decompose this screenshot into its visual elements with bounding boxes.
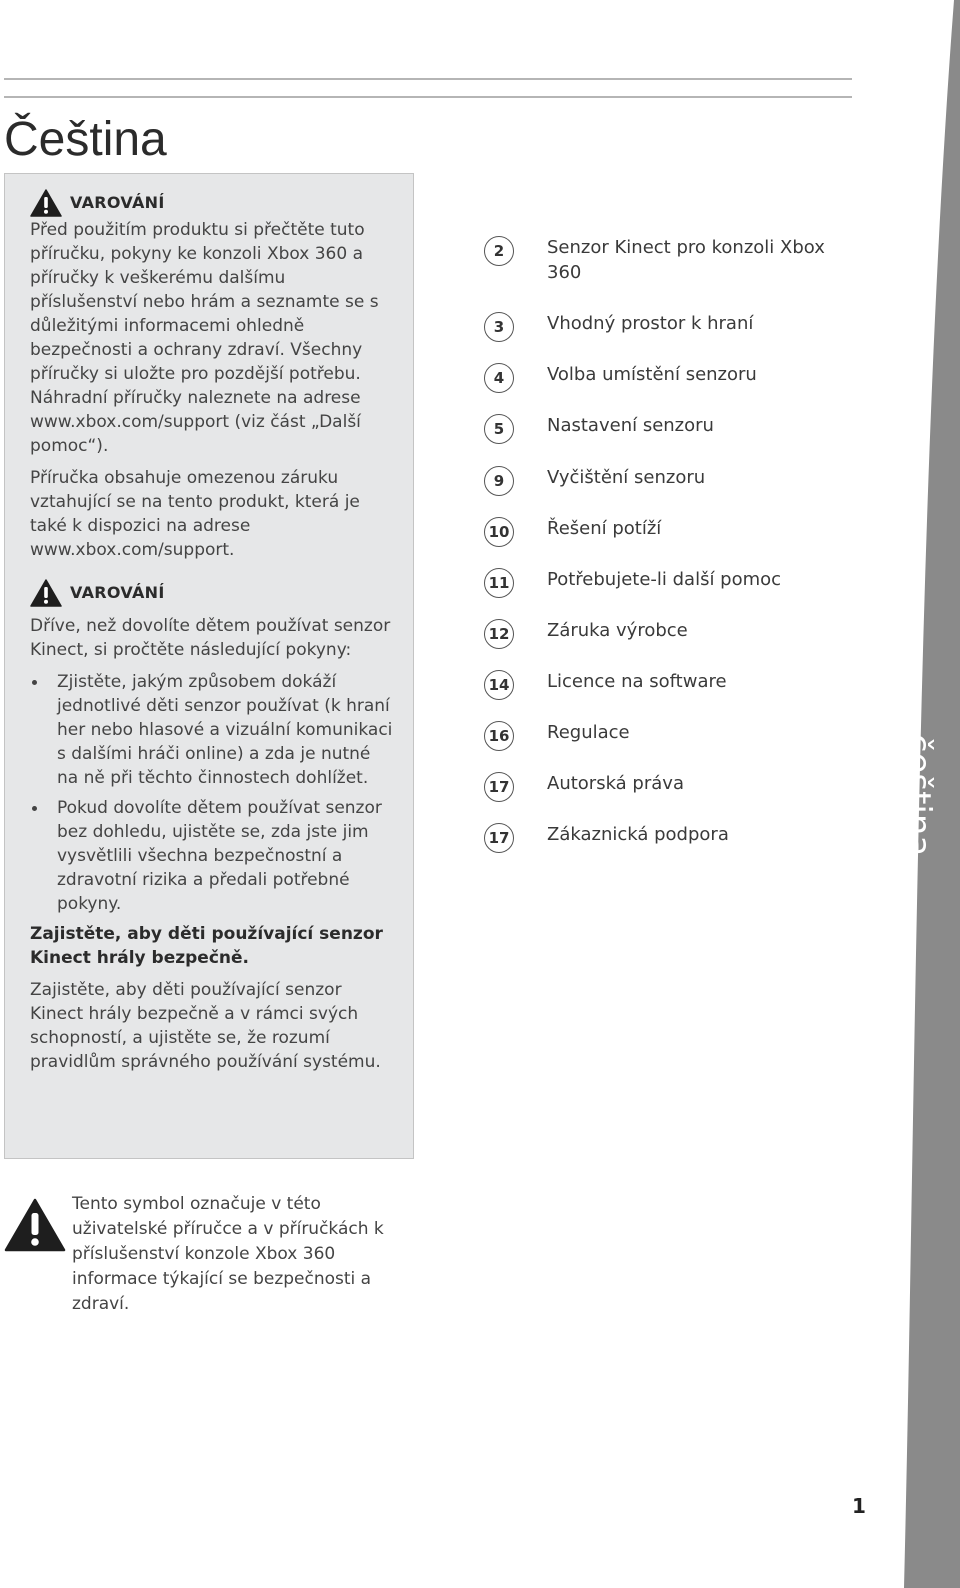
toc-label: Vyčištění senzoru [547,467,706,488]
toc-label: Senzor Kinect pro konzoli Xbox 360 [547,237,825,283]
toc-page-number: 12 [484,619,514,649]
warning1-paragraph-1: Před použitím produktu si přečtěte tuto příručku, pokyny ke konzoli Xbox 360 a příručky k veškerému dalšímu příslušenství nebo hrám a seznamte se s důležitými informacemi ohledně bezpečnosti a ochrany zdraví. Všechny příručky si uložte pro pozdější potřebu. Náhradní příručky naleznete na adrese www.xbox.com/support (viz část „Další pomoc“). [30,220,379,456]
toc-page-number: 11 [484,568,514,598]
toc-page-number: 2 [484,236,514,266]
toc-label: Nastavení senzoru [547,415,714,436]
toc-item[interactable] [484,516,837,547]
top-rule-1 [4,78,852,80]
toc-item[interactable] [484,771,837,802]
toc-page-number: 9 [484,466,514,496]
toc-page-number: 10 [484,517,514,547]
toc-label: Licence na software [547,671,727,692]
warning2-bullet-list [30,670,395,916]
toc-page-number: 14 [484,670,514,700]
toc-label: Volba umístění senzoru [547,364,757,385]
bullet-item: Pokud dovolíte dětem používat senzor bez dohledu, ujistěte se, zda jste jim vysvětlili všechna bezpečnostní a zdravotní rizika a předali potřebné pokyny. [30,796,395,916]
toc-label: Autorská práva [547,773,684,794]
symbol-note [4,1192,404,1317]
safety-bold-heading: Zajistěte, aby děti používající senzor Kinect hrály bezpečně. [30,924,383,968]
toc-item[interactable] [484,235,837,285]
toc-item[interactable] [484,567,837,598]
toc-label: Regulace [547,722,630,743]
side-tab-label: čeština [898,733,938,857]
toc-page-number: 5 [484,414,514,444]
toc-label: Vhodný prostor k hraní [547,313,754,334]
toc-item[interactable] [484,822,837,853]
toc-label: Záruka výrobce [547,620,688,641]
warning-icon [30,189,62,217]
bullet-item: Zjistěte, jakým způsobem dokáží jednotlivé děti senzor používat (k hraní her nebo hlasové a vizuální komunikaci s dalšími hráči online) a zda je nutné na ně při těchto činnostech dohlížet. [30,670,395,790]
toc-page-number: 16 [484,721,514,751]
toc-page-number: 4 [484,363,514,393]
warning2-intro: Dříve, než dovolíte dětem používat senzor Kinect, si pročtěte následující pokyny: [30,616,391,660]
toc-item[interactable] [484,669,837,700]
toc-item[interactable] [484,618,837,649]
top-rule-2 [4,96,852,98]
toc-item[interactable] [484,362,837,393]
warning-header-2 [30,578,395,608]
page-number: 1 [852,1494,866,1518]
toc-label: Potřebujete-li další pomoc [547,569,782,590]
warning-label-2: VAROVÁNÍ [70,583,165,602]
page-title: Čeština [4,113,167,166]
toc-page-number: 3 [484,312,514,342]
warning-icon [30,579,62,607]
symbol-note-text: Tento symbol označuje v této uživatelské příručce a v příručkách k příslušenství konzole Xbox 360 informace týkající se bezpečnosti a zdraví. [72,1194,384,1314]
toc-label: Řešení potíží [547,518,662,539]
warning-label-1: VAROVÁNÍ [70,193,165,212]
toc-item[interactable] [484,720,837,751]
warning-icon-large [4,1198,66,1252]
toc-page-number: 17 [484,823,514,853]
toc-page-number: 17 [484,772,514,802]
closing-paragraph: Zajistěte, aby děti používající senzor Kinect hrály bezpečně a v rámci svých schopností, a ujistěte se, že rozumí pravidlům správného používání systému. [30,980,381,1072]
warning-header-1 [30,188,395,218]
toc-item[interactable] [484,413,837,444]
warning1-paragraph-2: Příručka obsahuje omezenou záruku vztahující se na tento produkt, která je také k dispozici na adrese www.xbox.com/support. [30,468,360,560]
warning-box [4,173,414,1159]
toc-label: Zákaznická podpora [547,824,729,845]
toc-item[interactable] [484,311,837,342]
toc-item[interactable] [484,465,837,496]
